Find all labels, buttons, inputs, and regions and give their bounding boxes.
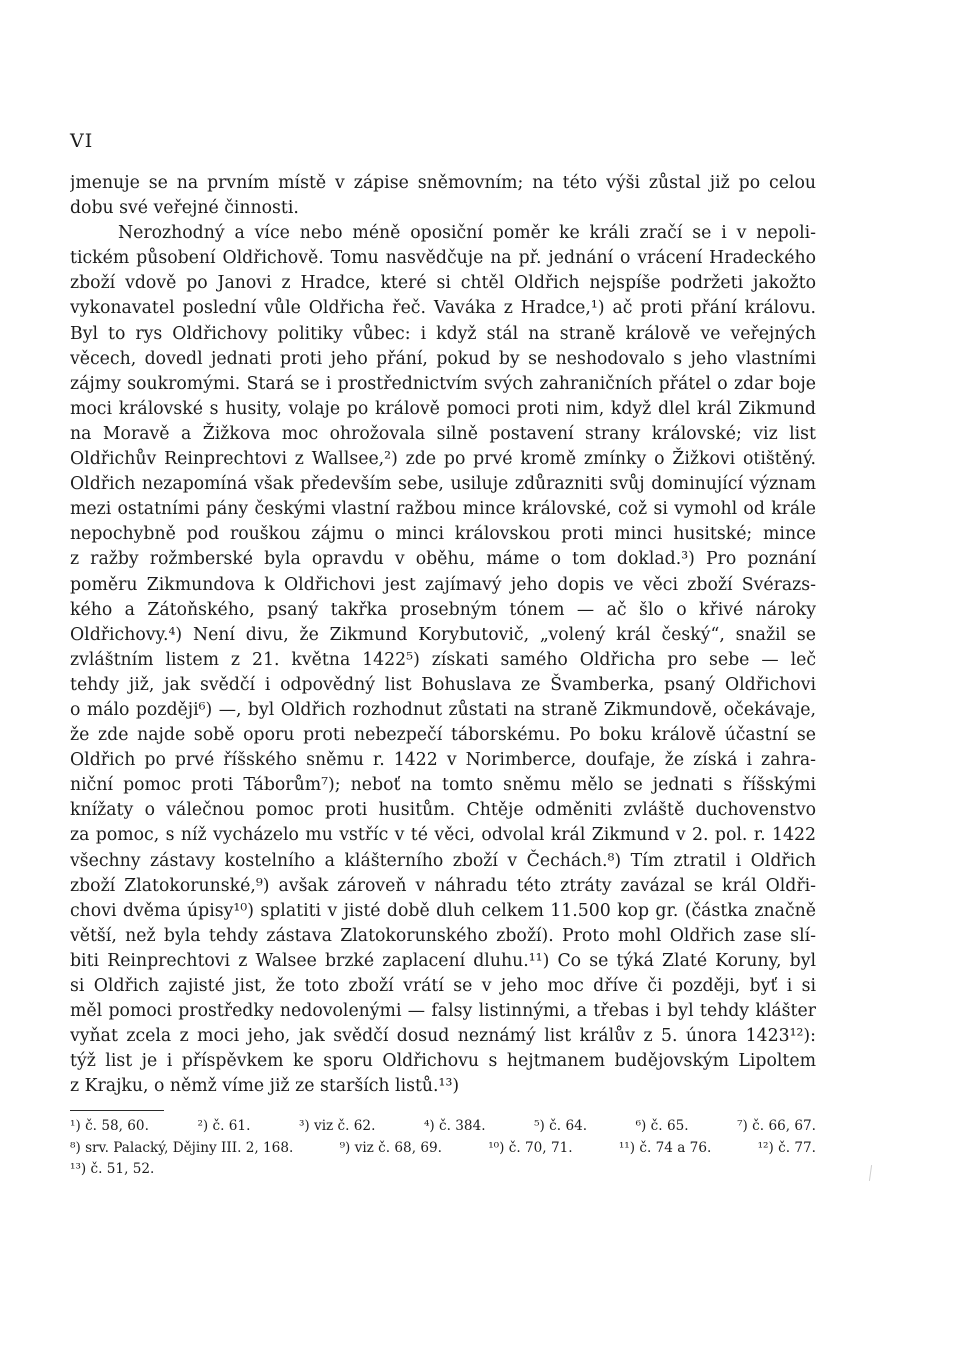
text-line: vykonavatel poslední vůle Oldřicha řeč. Vaváka z Hradce,¹) ač proti přání královu. [70, 298, 816, 319]
text-line: za pomoc, s níž vycházelo mu vstříc v té věci, odvolal král Zikmund v 2. pol. r. 1422 [70, 825, 816, 846]
text-line: tickém působení Oldřichově. Tomu nasvědčuje na př. jednání o vrácení Hradeckého [70, 248, 816, 269]
scan-mark [869, 1165, 872, 1181]
text-line: Nerozhodný a více nebo méně oposiční poměr ke králi zračí se i v nepoli- [118, 223, 816, 244]
text-line: tehdy již, jak svědčí i odpovědný list Bohuslava ze Švamberka, psaný Oldřichovi [70, 674, 816, 695]
footnote: ⁹) viz č. 68, 69. [339, 1139, 442, 1156]
footnote: ¹⁰) č. 70, 71. [488, 1139, 573, 1156]
footnote: ⁵) č. 64. [534, 1118, 588, 1134]
text-line: Oldřich nezapomíná však především sebe, usiluje zdůrazniti svůj dominující význam [70, 474, 816, 495]
text-line: zvláštním listem z 21. května 1422⁵) získati samého Oldřicha pro sebe — leč [70, 649, 816, 670]
page-number: VI [70, 130, 94, 152]
text-line: větší, než byla tehdy zástava Zlatokorunského zboží). Proto mohl Oldřich zase slí- [70, 925, 816, 946]
footnote: ¹³) č. 51, 52. [70, 1161, 155, 1177]
footnote: ⁶) č. 65. [635, 1118, 689, 1134]
text-line: zboží Zlatokorunské,⁹) avšak zároveň v náhradu této ztráty zavázal se král Oldři- [70, 875, 816, 896]
footnote-row [70, 1159, 816, 1181]
footnote: ⁷) č. 66, 67. [737, 1118, 816, 1134]
text-line: zájmy soukromými. Stará se i prostřednictvím svých zahraničních přátel o zdar boje [70, 373, 816, 394]
text-line: niční pomoc proti Táborům⁷); neboť na tomto sněmu mělo se jednati s říšskými [70, 775, 816, 796]
text-line: knížaty o válečnou pomoc proti husitům. Chtěje odměniti zvláště duchovenstvo [70, 800, 816, 821]
text-line: mezi ostatními pány českými vlastní ražbou mince královské, což si vymohl od krále [70, 499, 816, 520]
text-line: o málo později⁶) —, byl Oldřich rozhodnut zůstati na straně Zikmundově, očekávaje, [70, 699, 816, 720]
footnote: ¹¹) č. 74 a 76. [618, 1139, 712, 1156]
footnote: ⁴) č. 384. [423, 1118, 486, 1134]
footnote: ⁸) srv. Palacký, Dějiny III. 2, 168. [70, 1139, 294, 1156]
footnote-row [70, 1138, 816, 1160]
text-line: poměru Zikmundova k Oldřichovi jest zajímavý jeho dopis ve věci zboží Svérazs- [70, 574, 816, 595]
text-line: měl pomoci prostředky nedovolenými — falsy listinnými, a třebas i byl tehdy klášter [70, 1001, 816, 1022]
text-line: moci královské s husity, volaje po králově pomoci proti nim, když dlel král Zikmund [70, 398, 816, 419]
text-line: že zde najde sobě oporu proti nebezpečí táborskému. Po boku králově účastní se [70, 725, 816, 746]
text-line: z Krajku, o němž víme již ze starších listů.¹³) [70, 1076, 460, 1097]
text-line: Byl to rys Oldřichovy politiky vůbec: i když stál na straně králově ve veřejných [70, 323, 816, 344]
footnotes [70, 1116, 816, 1181]
text-line: Oldřichovy.⁴) Není divu, že Zikmund Korybutovič, „volený král český“, snažil se [70, 624, 816, 645]
text-line: Oldřichův Reinprechtovi z Wallsee,²) zde po prvé kromě zmínky o Žižkovi otištěný. [70, 449, 816, 470]
text-line: dobu své veřejné činnosti. [70, 198, 299, 219]
text-line: chovi dvěma úpisy¹⁰) splatiti v jisté době dluh celkem 11.500 kop gr. (částka značně [70, 900, 816, 921]
text-line: všechny zástavy kostelního a klášterního zboží v Čechách.⁸) Tím ztratil i Oldřich [70, 850, 816, 871]
text-line: týž list je i příspěvkem ke sporu Oldřichovu s hejtmanem budějovským Lipoltem [70, 1051, 816, 1072]
body-text [70, 171, 816, 1099]
text-line: Oldřich po prvé říšského sněmu r. 1422 v Norimberce, doufaje, že získá i zahra- [70, 750, 816, 771]
footnote-separator [70, 1110, 164, 1111]
text-line: zboží vdově po Janovi z Hradce, které si chtěl Oldřich nejspíše podržeti jakožto [70, 273, 816, 294]
text-line: nepochybně pod rouškou zájmu o minci královskou proti minci husitské; mince [70, 524, 816, 545]
text-line: z ražby rožmberské byla opravdu v oběhu, máme o tom doklad.³) Pro poznání [70, 549, 816, 570]
text-line: jmenuje se na prvním místě v zápise sněmovním; na této výši zůstal již po celou [70, 173, 816, 193]
text-line: si Oldřich zajisté jist, že toto zboží vrátí se v jeho moc dříve či později, byť i si [70, 976, 816, 996]
footnote: ²) č. 61. [197, 1118, 251, 1134]
footnote-row [70, 1116, 816, 1138]
footnote: ¹²) č. 77. [757, 1139, 816, 1156]
footnote: ¹) č. 58, 60. [70, 1118, 149, 1134]
text-line: biti Reinprechtovi z Walsee brzké zaplacení dluhu.¹¹) Co se týká Zlaté Koruny, byl [70, 950, 816, 971]
text-line: vyňat zcela z moci jeho, jak svědčí dosud neznámý list králův z 5. února 1423¹²): [70, 1026, 816, 1047]
text-line: kého a Zátoňského, psaný takřka prosebným tónem — ač šlo o křivé nároky [70, 599, 816, 620]
text-line: věcech, dovedl jednati proti jeho přání, pokud by se neshodovalo s jeho vlastními [70, 348, 816, 369]
text-line: na Moravě a Žižkova moc ohrožovala silně postavení strany královské; viz list [70, 423, 816, 444]
footnote: ³) viz č. 62. [298, 1118, 376, 1134]
